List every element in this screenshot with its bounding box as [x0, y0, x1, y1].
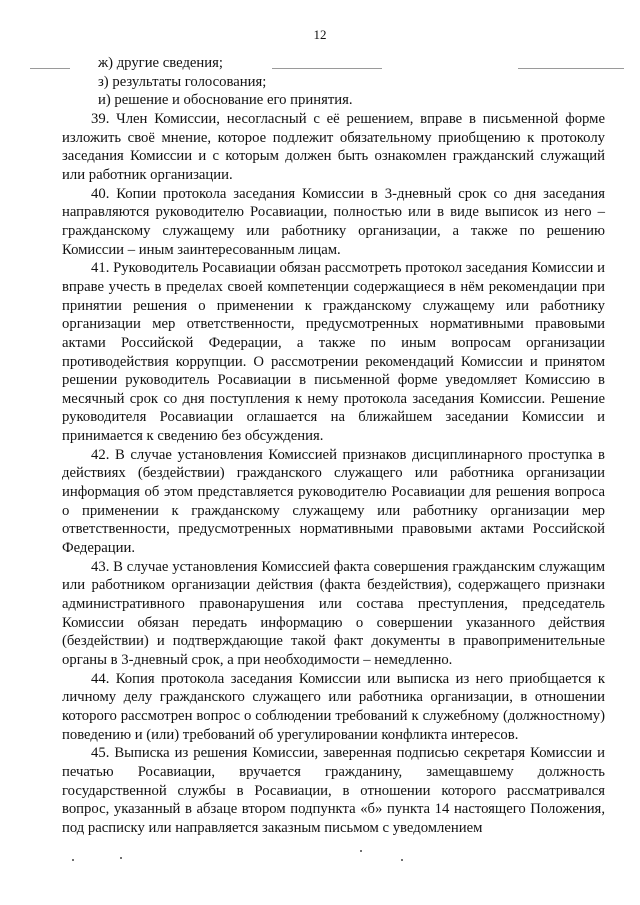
document-body — [62, 54, 605, 838]
scan-artifact — [360, 850, 362, 852]
paragraph-39: 39. Член Комиссии, несогласный с её решением, вправе в письменной форме изложить своё мнение, которое подлежит обязательному приобщению к протоколу заседания Комиссии и с которым должен быть ознакомлен гражданский служащий или работник организации. — [62, 110, 605, 183]
paragraph-42: 42. В случае установления Комиссией признаков дисциплинарного проступка в действиях (бездействии) гражданского служащего или работника организации информация об этом представляется руководителю Росавиации для решения вопроса о применении к гражданскому служащему или работнику организации мер ответственности, предусмотренных нормативными правовыми актами Российской Федерации. — [62, 446, 605, 557]
scan-artifact — [120, 857, 122, 859]
list-item: ж) другие сведения; — [98, 55, 223, 71]
list-item: и) решение и обоснование его принятия. — [98, 92, 353, 109]
page-number: 12 — [313, 27, 327, 42]
paragraph-44: 44. Копия протокола заседания Комиссии или выписка из него приобщается к личному делу гражданского служащего или работника организации, в отношении которого рассмотрен вопрос о соблюдении требований к служебному (должностному) поведению и (или) требований об урегулировании конфликта интересов. — [62, 670, 605, 743]
paragraph-45: 45. Выписка из решения Комиссии, заверенная подписью секретаря Комиссии и печатью Росавиации, вручается гражданину, замещавшему должность государственной службы в Росавиации, в отношении которого рассматривался вопрос, указанный в абзаце втором подпункта «б» пункта 14 настоящего Положения, под расписку или направляется заказным письмом с уведомлением — [62, 745, 605, 836]
paragraph-40: 40. Копии протокола заседания Комиссии в 3-дневный срок со дня заседания направляются руководителю Росавиации, полностью или в виде выписок из него – гражданскому служащему или работнику организации, а также по решению Комиссии – иным заинтересованным лицам. — [62, 185, 605, 258]
scan-artifact — [72, 859, 74, 861]
paragraph-41: 41. Руководитель Росавиации обязан рассмотреть протокол заседания Комиссии и вправе учесть в пределах своей компетенции содержащиеся в нём рекомендации при принятии решения о применении к гражданскому служащему или работнику организации мер ответственности, предусмотренных нормативными правовыми актами Российской Федерации, а также по иным вопросам организации противодействия коррупции. О рассмотрении рекомендаций Комиссии и принятом решении руководитель Росавиации в письменной форме уведомляет Комиссию в месячный срок со дня поступления к нему протокола заседания Комиссии. Решение руководителя Росавиации оглашается на ближайшем заседании Комиссии и принимается к сведению без обсуждения. — [62, 260, 605, 445]
scan-artifact — [401, 859, 403, 861]
list-item: з) результаты голосования; — [98, 73, 267, 90]
paragraph-43: 43. В случае установления Комиссией факта совершения гражданским служащим или работником организации действия (факта бездействия), содержащего признаки административного правонарушения или состава преступления, председатель Комиссии обязан передать информацию о совершении указанного действия (бездействии) и подтверждающие такой факт документы в правоприменительные органы в 3-дневный срок, а при необходимости – немедленно. — [62, 558, 605, 668]
